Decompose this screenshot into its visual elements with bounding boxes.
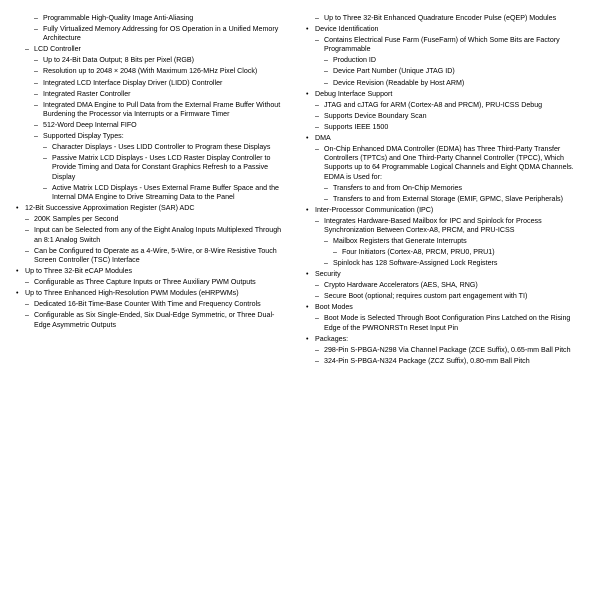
dash-icon: – xyxy=(34,14,38,22)
dash-icon: – xyxy=(324,259,328,268)
dash-icon: – xyxy=(324,67,328,76)
list-item-text: Mailbox Registers that Generate Interrupts xyxy=(333,237,467,246)
list-item xyxy=(34,101,290,120)
list-item-text: DMA xyxy=(315,133,331,142)
list-item-text: Device Identification xyxy=(315,25,379,34)
list-item xyxy=(315,314,580,333)
dash-icon: – xyxy=(315,144,319,153)
list-item xyxy=(306,25,580,34)
bullet-icon: • xyxy=(306,303,309,312)
list-item-text: 12-Bit Successive Approximation Register (SAR) ADC xyxy=(25,204,195,213)
list-item-text: Device Part Number (Unique JTAG ID) xyxy=(333,67,455,76)
list-item xyxy=(324,67,580,76)
list-item xyxy=(34,132,290,141)
dash-icon: – xyxy=(315,345,319,354)
bullet-icon: • xyxy=(16,204,19,213)
list-item xyxy=(324,195,580,204)
list-item xyxy=(306,335,580,344)
list-item-text: Configurable as Three Capture Inputs or Three Auxiliary PWM Outputs xyxy=(34,278,256,287)
list-item xyxy=(34,14,290,23)
list-item-text: Passive Matrix LCD Displays - Uses LCD Raster Display Controller to Provide Timing and Data for Constant Graphics Refresh to a Passive Display xyxy=(52,154,271,181)
list-item-text: Integrates Hardware-Based Mailbox for IPC and Spinlock for Process Synchronization Between Cortex-A8, PRCM, and PRU-ICSS xyxy=(324,216,542,235)
list-item xyxy=(16,204,290,213)
list-item xyxy=(324,184,580,193)
dash-icon: – xyxy=(315,314,319,323)
dash-icon: – xyxy=(315,100,319,109)
dash-icon: – xyxy=(43,154,47,163)
list-item xyxy=(43,143,290,152)
list-item xyxy=(25,215,290,224)
list-item xyxy=(315,281,580,290)
list-item xyxy=(333,248,580,257)
list-item-text: Integrated DMA Engine to Pull Data from the External Frame Buffer Without Burdening the Processor via Interrupts or a Firmware Timer xyxy=(43,100,281,118)
dash-icon: – xyxy=(34,120,38,129)
list-item xyxy=(306,303,580,312)
list-item xyxy=(315,346,580,355)
dash-icon: – xyxy=(315,122,319,131)
bullet-icon: • xyxy=(306,334,309,343)
left-column-list xyxy=(16,14,290,330)
list-item xyxy=(34,90,290,99)
list-item xyxy=(43,154,290,182)
list-item-text: Up to Three 32-Bit Enhanced Quadrature Encoder Pulse (eQEP) Modules xyxy=(324,14,557,22)
list-item-text: Four Initiators (Cortex-A8, PRCM, PRU0, PRU1) xyxy=(342,248,495,257)
list-item xyxy=(34,56,290,65)
dash-icon: – xyxy=(315,356,319,365)
list-item xyxy=(25,311,290,330)
dash-icon: – xyxy=(34,78,38,87)
list-item-text: Dedicated 16-Bit Time-Base Counter With Time and Frequency Controls xyxy=(34,300,261,309)
list-item xyxy=(324,79,580,88)
dash-icon: – xyxy=(25,300,29,309)
list-item-text: Security xyxy=(315,270,341,279)
dash-icon: – xyxy=(315,36,319,45)
dash-icon: – xyxy=(324,194,328,203)
list-item xyxy=(315,14,580,23)
list-item-text: Crypto Hardware Accelerators (AES, SHA, RNG) xyxy=(324,281,478,290)
list-item xyxy=(315,357,580,366)
list-item xyxy=(25,247,290,266)
list-item-text: 200K Samples per Second xyxy=(34,215,119,224)
list-item-text: Device Revision (Readable by Host ARM) xyxy=(333,78,465,87)
dash-icon: – xyxy=(43,143,47,151)
list-item xyxy=(25,300,290,309)
dash-icon: – xyxy=(25,45,29,54)
list-item-text: Up to Three 32-Bit eCAP Modules xyxy=(25,267,132,276)
bullet-icon: • xyxy=(306,270,309,279)
list-item xyxy=(324,56,580,65)
list-item xyxy=(315,292,580,301)
list-item-text: Transfers to and from On-Chip Memories xyxy=(333,183,463,192)
list-item xyxy=(306,134,580,143)
list-item xyxy=(306,270,580,279)
dash-icon: – xyxy=(34,100,38,109)
bullet-icon: • xyxy=(306,205,309,214)
dash-icon: – xyxy=(324,183,328,192)
dash-icon: – xyxy=(34,56,38,65)
list-item-text: Production ID xyxy=(333,56,376,65)
dash-icon: – xyxy=(34,89,38,98)
list-item-text: Programmable High-Quality Image Anti-Aliasing xyxy=(43,14,194,22)
list-item xyxy=(306,90,580,99)
list-item-text: 324-Pin S-PBGA-N324 Package (ZCZ Suffix), 0.80-mm Ball Pitch xyxy=(324,356,530,365)
dash-icon: – xyxy=(315,111,319,120)
list-item xyxy=(25,45,290,54)
list-item-text: Up to Three Enhanced High-Resolution PWM Modules (eHRPWMs) xyxy=(25,289,239,298)
list-item xyxy=(34,121,290,130)
list-item-text: Contains Electrical Fuse Farm (FuseFarm) of Which Some Bits are Factory Programmable xyxy=(324,36,560,54)
list-item xyxy=(324,259,580,268)
dash-icon: – xyxy=(25,226,29,235)
list-item xyxy=(306,206,580,215)
list-item-text: Supports Device Boundary Scan xyxy=(324,111,427,120)
dash-icon: – xyxy=(34,67,38,76)
list-item xyxy=(315,36,580,55)
dash-icon: – xyxy=(333,248,337,257)
list-item-text: Can be Configured to Operate as a 4-Wire, 5-Wire, or 8-Wire Resistive Touch Screen Controller (TSC) Interface xyxy=(34,246,277,265)
list-item xyxy=(43,184,290,203)
dash-icon: – xyxy=(315,14,319,22)
dash-icon: – xyxy=(25,278,29,287)
list-item-text: LCD Controller xyxy=(34,45,81,54)
dash-icon: – xyxy=(324,78,328,87)
list-item-text: Resolution up to 2048 × 2048 (With Maximum 126-MHz Pixel Clock) xyxy=(43,67,258,76)
list-item-text: Boot Modes xyxy=(315,303,353,312)
dash-icon: – xyxy=(25,311,29,320)
list-item-text: On-Chip Enhanced DMA Controller (EDMA) has Three Third-Party Transfer Controllers (TPTCs) and One Third-Party Channel Controller (TPCC), Which Supports up to 64 Programmable Logical Channels and Eight QDMA Channels. EDMA is Used for: xyxy=(324,144,574,181)
list-item-text: Secure Boot (optional; requires custom part engagement with TI) xyxy=(324,292,528,301)
dash-icon: – xyxy=(43,183,47,192)
list-item-text: Character Displays - Uses LIDD Controller to Program these Displays xyxy=(52,143,271,151)
list-item-text: Spinlock has 128 Software-Assigned Lock Registers xyxy=(333,259,498,268)
list-item-text: Transfers to and from External Storage (EMIF, GPMC, Slave Peripherals) xyxy=(333,194,563,203)
bullet-icon: • xyxy=(16,267,19,276)
list-item xyxy=(324,237,580,246)
list-item-text: Boot Mode is Selected Through Boot Configuration Pins Latched on the Rising Edge of the PWRONRSTn Reset Input Pin xyxy=(324,314,571,332)
list-item xyxy=(34,67,290,76)
bullet-icon: • xyxy=(16,289,19,298)
list-item xyxy=(34,79,290,88)
list-item-text: Integrated LCD Interface Display Driver (LIDD) Controller xyxy=(43,78,223,87)
dash-icon: – xyxy=(34,25,38,34)
dash-icon: – xyxy=(315,292,319,301)
list-item-text: Input can be Selected from any of the Eight Analog Inputs Multiplexed Through an 8:1 Analog Switch xyxy=(34,226,282,244)
list-item xyxy=(315,217,580,236)
left-column xyxy=(16,14,290,590)
list-item xyxy=(25,278,290,287)
list-item-text: Packages: xyxy=(315,334,349,343)
bullet-icon: • xyxy=(306,133,309,142)
list-item-text: Supports IEEE 1500 xyxy=(324,122,389,131)
list-item-text: 298-Pin S-PBGA-N298 Via Channel Package (ZCE Suffix), 0.65-mm Ball Pitch xyxy=(324,345,571,354)
list-item-text: Integrated Raster Controller xyxy=(43,89,131,98)
list-item xyxy=(16,289,290,298)
list-item-text: Debug Interface Support xyxy=(315,89,393,98)
dash-icon: – xyxy=(25,246,29,255)
list-item-text: Inter-Processor Communication (IPC) xyxy=(315,205,434,214)
bullet-icon: • xyxy=(306,89,309,98)
list-item xyxy=(315,145,580,183)
list-item-text: Supported Display Types: xyxy=(43,131,124,140)
dash-icon: – xyxy=(25,215,29,224)
right-column-list xyxy=(306,14,580,366)
list-item xyxy=(16,267,290,276)
list-item xyxy=(315,123,580,132)
dash-icon: – xyxy=(315,281,319,290)
list-item-text: JTAG and cJTAG for ARM (Cortex-A8 and PRCM), PRU-ICSS Debug xyxy=(324,100,543,109)
list-item-text: Up to 24-Bit Data Output; 8 Bits per Pixel (RGB) xyxy=(43,56,194,65)
list-item xyxy=(315,112,580,121)
list-item xyxy=(34,25,290,44)
list-item xyxy=(315,101,580,110)
list-item-text: Configurable as Six Single-Ended, Six Dual-Edge Symmetric, or Three Dual-Edge Asymmetric Outputs xyxy=(34,311,275,329)
bullet-icon: • xyxy=(306,25,309,34)
dash-icon: – xyxy=(324,237,328,246)
list-item-text: 512-Word Deep Internal FIFO xyxy=(43,120,137,129)
list-item xyxy=(25,226,290,245)
dash-icon: – xyxy=(315,216,319,225)
list-item-text: Fully Virtualized Memory Addressing for OS Operation in a Unified Memory Architecture xyxy=(43,25,279,43)
right-column xyxy=(306,14,580,590)
list-item-text: Active Matrix LCD Displays - Uses External Frame Buffer Space and the Internal DMA Engine to Drive Streaming Data to the Panel xyxy=(52,183,279,202)
dash-icon: – xyxy=(324,56,328,65)
dash-icon: – xyxy=(34,131,38,140)
